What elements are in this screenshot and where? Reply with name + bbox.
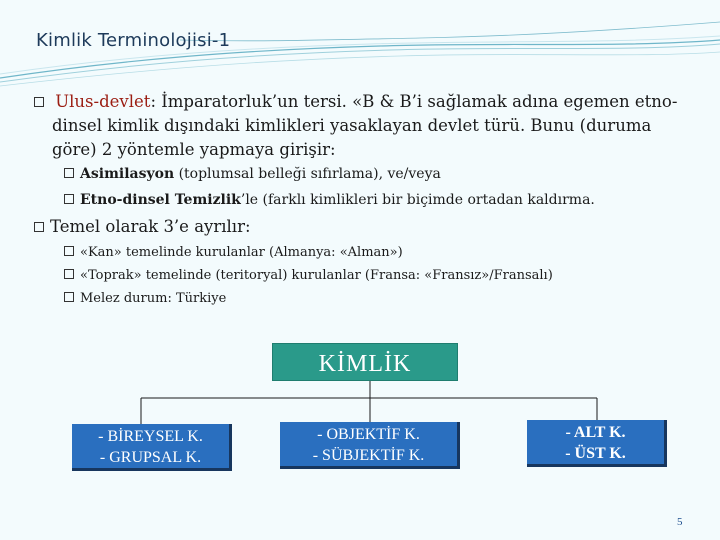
paragraph1-line1: : İmparatorluk’un tersi. «B & B’i sağlamak adına egemen etno-	[150, 92, 678, 111]
box-objektif-subjektif	[280, 422, 460, 469]
box-line: - ÜST K.	[565, 445, 626, 462]
sub1-bold: Etno-dinsel Temizlik	[80, 192, 241, 208]
kimlik-box: KİMLİK	[272, 343, 458, 381]
sub1-rest: (toplumsal belleği sıfırlama), ve/veya	[174, 166, 441, 182]
list-item-text: Melez durum: Türkiye	[80, 291, 227, 306]
box-alt-ust	[527, 420, 667, 467]
term-ulus-devlet: Ulus-devlet	[55, 92, 151, 111]
box-line: - OBJEKTİF K.	[317, 426, 420, 443]
list-item-text: «Kan» temelinde kurulanlar (Almanya: «Alman»)	[80, 245, 403, 260]
box-line: - BİREYSEL K.	[98, 428, 203, 445]
box-line: - SÜBJEKTİF K.	[312, 447, 425, 464]
sub1-bold: Asimilasyon	[80, 166, 175, 182]
paragraph1-line3: göre) 2 yöntemle yapmaya girişir:	[52, 140, 336, 159]
slide-title: Kimlik Terminolojisi-1	[36, 30, 231, 51]
box-bireysel-grupsal	[72, 424, 232, 471]
sub1-rest: ’le (farklı kimlikleri bir biçimde ortadan kaldırma.	[240, 192, 595, 208]
list-item-text: «Toprak» temelinde (teritoryal) kurulanlar (Fransa: «Fransız»/Fransalı)	[80, 268, 553, 283]
box-line: - GRUPSAL K.	[99, 449, 202, 466]
page-number: 5	[677, 516, 683, 528]
paragraph2-text: Temel olarak 3’e ayrılır:	[50, 217, 251, 236]
box-line: - ALT K.	[565, 424, 626, 441]
paragraph1-line2: dinsel kimlik dışındaki kimlikleri yasaklayan devlet türü. Bunu (duruma	[52, 116, 652, 135]
